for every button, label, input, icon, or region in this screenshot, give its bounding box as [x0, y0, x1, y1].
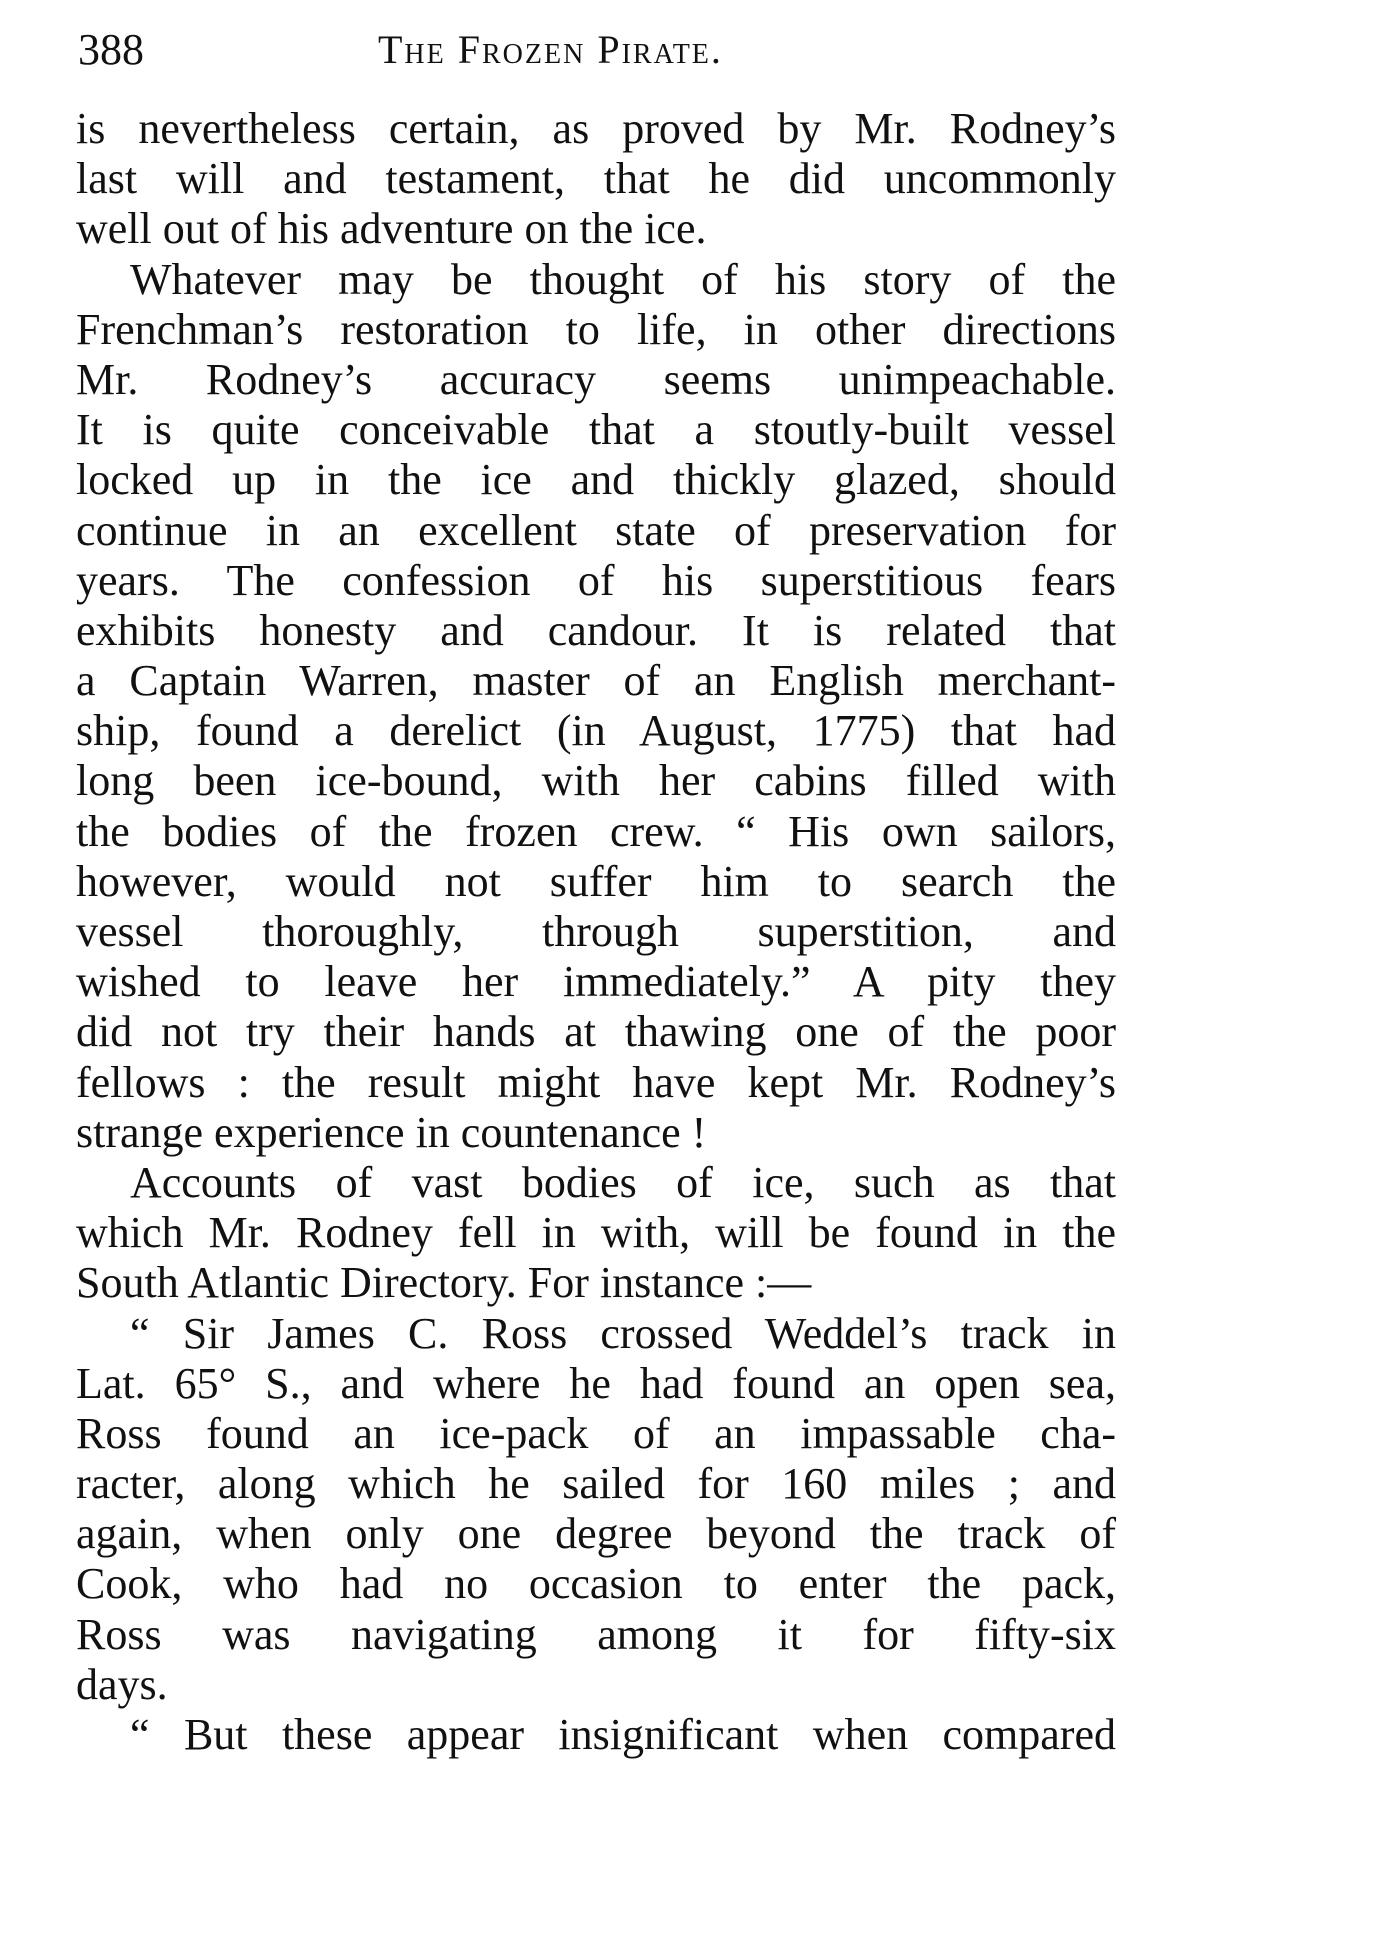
text-line: fellows : the result might have kept Mr. Rodney’s: [76, 1057, 1116, 1107]
text-line: wished to leave her immediately.” A pity they: [76, 957, 1116, 1007]
text-line: Frenchman’s restoration to life, in other directions: [76, 304, 1116, 354]
running-title: The Frozen Pirate.: [378, 27, 723, 72]
text-line: Lat. 65° S., and where he had found an open sea,: [76, 1358, 1116, 1408]
text-line: Whatever may be thought of his story of the: [130, 254, 1116, 304]
text-line: last will and testament, that he did uncommonly: [76, 154, 1116, 204]
text-line: again, when only one degree beyond the track of: [76, 1509, 1116, 1559]
text-line: long been ice-bound, with her cabins filled with: [76, 756, 1116, 806]
text-line: racter, along which he sailed for 160 miles ; and: [76, 1459, 1116, 1509]
running-head: [78, 20, 1108, 80]
text-line: exhibits honesty and candour. It is related that: [76, 605, 1116, 655]
text-line: Mr. Rodney’s accuracy seems unimpeachable.: [76, 354, 1116, 404]
text-line: vessel thoroughly, through superstition, and: [76, 907, 1116, 956]
text-line: however, would not suffer him to search the: [76, 856, 1116, 906]
text-line: Cook, who had no occasion to enter the pack,: [76, 1559, 1116, 1609]
text-line: which Mr. Rodney fell in with, will be found in the: [76, 1208, 1116, 1258]
body-text: [76, 104, 1116, 1760]
text-line: “ But these appear insignificant when compared: [130, 1710, 1116, 1759]
text-line: years. The confession of his superstitious fears: [76, 555, 1116, 605]
text-line: the bodies of the frozen crew. “ His own sailors,: [76, 806, 1116, 856]
text-line: “ Sir James C. Ross crossed Weddel’s track in: [130, 1308, 1116, 1358]
text-line: Accounts of vast bodies of ice, such as that: [130, 1157, 1116, 1207]
text-line: Ross was navigating among it for fifty-six: [76, 1609, 1116, 1659]
text-line: South Atlantic Directory. For instance :—: [76, 1258, 812, 1308]
text-line: Ross found an ice-pack of an impassable cha-: [76, 1408, 1116, 1458]
text-line: It is quite conceivable that a stoutly-built vessel: [76, 405, 1116, 455]
text-line: continue in an excellent state of preservation for: [76, 505, 1116, 555]
text-line: a Captain Warren, master of an English merchant-: [76, 656, 1116, 706]
text-line: locked up in the ice and thickly glazed, should: [76, 455, 1116, 505]
text-line: ship, found a derelict (in August, 1775) that had: [76, 706, 1116, 756]
text-line: did not try their hands at thawing one of the poor: [76, 1007, 1116, 1057]
page-number: 388: [78, 25, 144, 74]
text-line: strange experience in countenance !: [76, 1107, 707, 1157]
text-line: days.: [76, 1659, 168, 1709]
text-line: well out of his adventure on the ice.: [76, 204, 707, 254]
text-line: is nevertheless certain, as proved by Mr. Rodney’s: [76, 104, 1116, 153]
